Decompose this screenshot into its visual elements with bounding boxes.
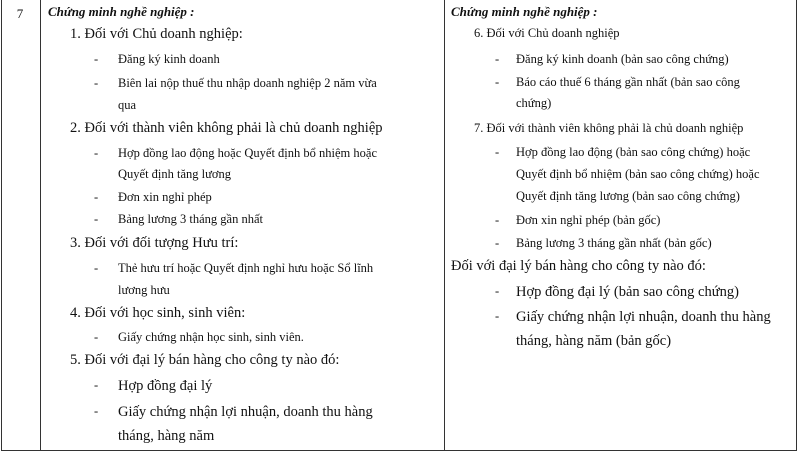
left-item: Đăng ký kinh doanh (118, 52, 220, 66)
table-border-left (1, 0, 2, 450)
right-column-title: Chứng minh nghề nghiệp : (451, 4, 598, 19)
right-item: Đơn xin nghỉ phép (bản gốc) (516, 213, 661, 227)
table-border-middle (444, 0, 445, 450)
left-item: Giấy chứng nhận lợi nhuận, doanh thu hàng (118, 404, 373, 420)
left-item: Giấy chứng nhận học sinh, sinh viên. (118, 330, 304, 344)
left-section-2-label: 2. Đối với thành viên không phải là chủ doanh nghiệp (70, 120, 383, 136)
bullet-dash: - (495, 309, 500, 323)
right-item: chứng) (516, 96, 552, 110)
right-item: Quyết định bổ nhiệm (bản sao công chứng) hoặc (516, 167, 760, 181)
bullet-dash: - (495, 52, 500, 66)
left-column-title: Chứng minh nghề nghiệp : (48, 4, 195, 19)
right-section-6-label: 6. Đối với Chủ doanh nghiệp (474, 26, 620, 40)
left-section-3-label: 3. Đối với đối tượng Hưu trí: (70, 235, 239, 251)
bullet-dash: - (94, 52, 99, 66)
bullet-dash: - (495, 284, 500, 298)
left-item: lương hưu (118, 283, 170, 297)
table-border-number (40, 0, 41, 450)
left-item: Đơn xin nghỉ phép (118, 190, 212, 204)
left-item: Thẻ hưu trí hoặc Quyết định nghỉ hưu hoặc Sổ lĩnh (118, 261, 374, 275)
bullet-dash: - (94, 190, 99, 204)
right-item: Hợp đồng lao động (bản sao công chứng) hoặc (516, 145, 751, 159)
left-item: tháng, hàng năm (118, 428, 215, 444)
left-item: Hợp đồng đại lý (118, 378, 213, 394)
bullet-dash: - (495, 236, 500, 250)
bullet-dash: - (94, 76, 99, 90)
bullet-dash: - (495, 213, 500, 227)
left-section-5-label: 5. Đối với đại lý bán hàng cho công ty nào đó: (70, 352, 340, 368)
table-border-bottom (1, 450, 797, 451)
right-item: Quyết định tăng lương (bản sao công chứng) (516, 189, 740, 203)
right-item: Hợp đồng đại lý (bản sao công chứng) (516, 284, 739, 300)
bullet-dash: - (94, 404, 99, 418)
bullet-dash: - (495, 75, 500, 89)
left-item: Quyết định tăng lương (118, 167, 232, 181)
right-item: Báo cáo thuế 6 tháng gần nhất (bản sao công (516, 75, 740, 89)
right-item: Bảng lương 3 tháng gần nhất (bản gốc) (516, 236, 712, 250)
bullet-dash: - (94, 212, 99, 226)
left-section-1-label: 1. Đối với Chủ doanh nghiệp: (70, 26, 243, 42)
left-section-4-label: 4. Đối với học sinh, sinh viên: (70, 305, 246, 321)
left-item: Bảng lương 3 tháng gần nhất (118, 212, 263, 226)
bullet-dash: - (94, 261, 99, 275)
table-border-right (796, 0, 797, 450)
bullet-dash: - (94, 146, 99, 160)
bullet-dash: - (495, 145, 500, 159)
right-section-7-label: 7. Đối với thành viên không phải là chủ doanh nghiệp (474, 121, 744, 135)
right-item: tháng, hàng năm (bản gốc) (516, 333, 672, 349)
row-number: 7 (16, 6, 24, 21)
bullet-dash: - (94, 378, 99, 392)
right-item: Giấy chứng nhận lợi nhuận, doanh thu hàng (516, 309, 771, 325)
left-item: Biên lai nộp thuế thu nhập doanh nghiệp 2 năm vừa (118, 76, 377, 90)
right-agent-section-label: Đối với đại lý bán hàng cho công ty nào đó: (451, 258, 706, 274)
bullet-dash: - (94, 330, 99, 344)
left-item: Hợp đồng lao động hoặc Quyết định bổ nhiệm hoặc (118, 146, 377, 160)
right-item: Đăng ký kinh doanh (bản sao công chứng) (516, 52, 729, 66)
left-item: qua (118, 98, 137, 112)
